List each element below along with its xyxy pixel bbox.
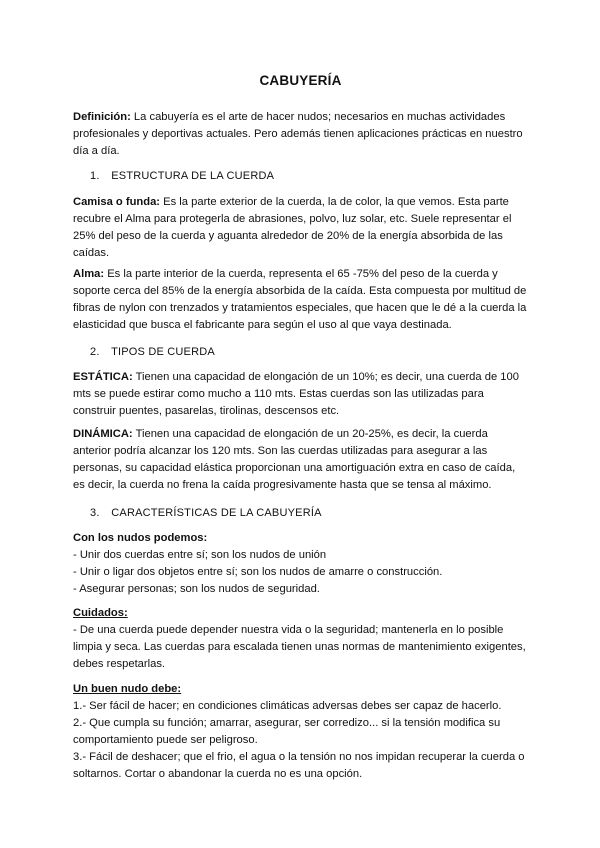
- alma-paragraph: [73, 266, 528, 334]
- definition-text: La cabuyería es el arte de hacer nudos; necesarios en muchas actividades profesionales y deportivas actuales. Pero además tienen aplicaciones prácticas en nuestro día a día.: [73, 111, 523, 157]
- section-heading-3: [90, 505, 322, 522]
- section-heading-1: [90, 168, 274, 185]
- podemos-section: [73, 530, 528, 598]
- section-title: CARACTERÍSTICAS DE LA CABUYERÍA: [111, 507, 322, 519]
- definition-label: Definición:: [73, 111, 131, 123]
- dinamica-text: Tienen una capacidad de elongación de un 20-25%, es decir, la cuerda anterior podría alcanzar los 120 mts. Son las cuerdas utilizadas para asegurar a las personas, su capacidad elástica proporcionan una amortiguación extra en caso de caída, es decir, la cuerda no frena la caída progresivamente hasta que se tensa al máximo.: [73, 428, 516, 491]
- definition-paragraph: [73, 109, 528, 160]
- dinamica-label: DINÁMICA:: [73, 428, 133, 440]
- section-number: 2.: [90, 346, 100, 358]
- cuidados-text: - De una cuerda puede depender nuestra vida o la seguridad; mantenerla en lo posible limpia y seca. Las cuerdas para escalada tienen unas normas de mantenimiento exigentes, debes respetarlas.: [73, 624, 526, 670]
- cuidados-section: [73, 605, 528, 673]
- list-item: - Unir o ligar dos objetos entre sí; son los nudos de amarre o construcción.: [73, 566, 443, 578]
- section-heading-2: [90, 344, 215, 361]
- page-title: CABUYERÍA: [259, 73, 342, 88]
- alma-label: Alma:: [73, 268, 105, 280]
- section-number: 3.: [90, 507, 100, 519]
- dinamica-paragraph: [73, 426, 528, 494]
- list-item: 2.- Que cumpla su función; amarrar, asegurar, ser corredizo... si la tensión modifica su comportamiento puede ser peligroso.: [73, 717, 501, 746]
- buen-nudo-label: Un buen nudo debe:: [73, 683, 182, 695]
- camisa-label: Camisa o funda:: [73, 196, 161, 208]
- buen-nudo-section: [73, 681, 528, 783]
- list-item: - Unir dos cuerdas entre sí; son los nudos de unión: [73, 549, 327, 561]
- list-item: 1.- Ser fácil de hacer; en condiciones climáticas adversas debes ser capaz de hacerlo.: [73, 700, 502, 712]
- estatica-paragraph: [73, 369, 528, 420]
- podemos-label: Con los nudos podemos:: [73, 532, 208, 544]
- list-item: - Asegurar personas; son los nudos de seguridad.: [73, 583, 320, 595]
- section-title: TIPOS DE CUERDA: [111, 346, 215, 358]
- camisa-text: Es la parte exterior de la cuerda, la de color, la que vemos. Esta parte recubre el Alma para protegerla de abrasiones, polvo, luz solar, etc. Suele representar el 25% del peso de la cuerda y aguanta alrededor de 20% de la energía absorbida de las caídas.: [73, 196, 512, 259]
- camisa-paragraph: [73, 194, 528, 262]
- list-item: 3.- Fácil de deshacer; que el frio, el agua o la tensión no nos impidan recuperar la cuerda o soltarnos. Cortar o abandonar la cuerda no es una opción.: [73, 751, 525, 780]
- cuidados-label: Cuidados:: [73, 607, 128, 619]
- section-number: 1.: [90, 170, 100, 182]
- estatica-label: ESTÁTICA:: [73, 371, 133, 383]
- estatica-text: Tienen una capacidad de elongación de un 10%; es decir, una cuerda de 100 mts se puede estirar como mucho a 110 mts. Estas cuerdas son las utilizadas para construir puentes, pasarelas, tirolinas, descensos etc.: [73, 371, 519, 417]
- alma-text: Es la parte interior de la cuerda, representa el 65 -75% del peso de la cuerda y soporte cerca del 85% de la energía absorbida de la caída. Esta compuesta por multitud de fibras de nylon con trenzados y tratamientos especiales, que hacen que le dé a la cuerda la elasticidad que busca el fabricante para según el uso al que vaya destinada.: [73, 268, 527, 331]
- section-title: ESTRUCTURA DE LA CUERDA: [111, 170, 275, 182]
